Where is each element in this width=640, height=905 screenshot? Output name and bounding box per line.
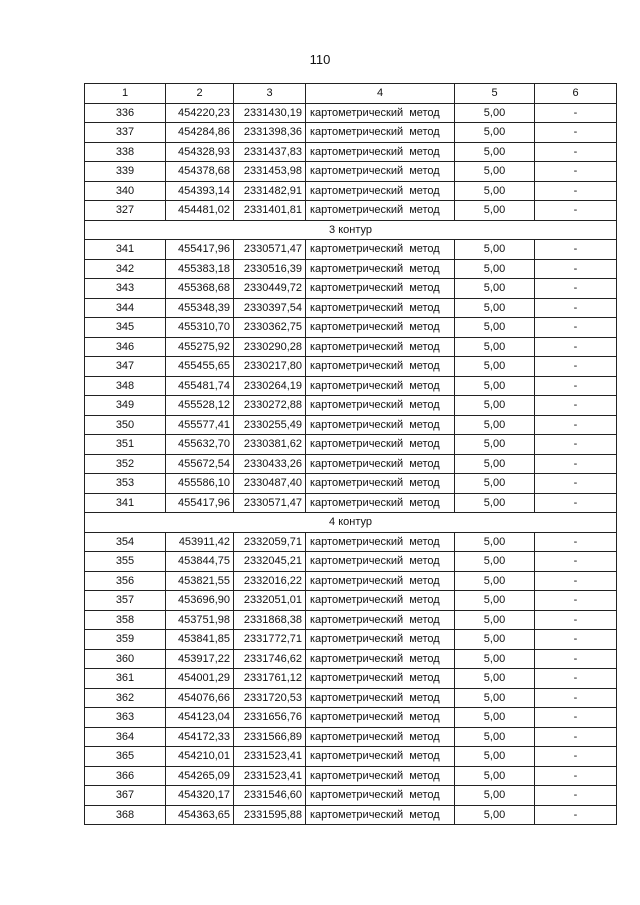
contour-title: 4 контур [85,513,617,533]
table-row [85,630,617,650]
table-cell: 5,00 [455,454,535,474]
table-cell: 2330255,49 [234,415,306,435]
table-cell: 2330362,75 [234,318,306,338]
table-cell: картометрический метод [306,474,455,494]
column-header: 6 [535,84,617,104]
table-cell: 339 [85,162,166,182]
table-cell: - [535,279,617,299]
table-cell: 455455,65 [166,357,234,377]
table-cell: 358 [85,610,166,630]
table-cell: - [535,591,617,611]
table-cell: 2330264,19 [234,376,306,396]
table-cell: 5,00 [455,162,535,182]
table-cell: 454220,23 [166,103,234,123]
table-cell: картометрический метод [306,318,455,338]
table-cell: картометрический метод [306,240,455,260]
table-cell: 454172,33 [166,727,234,747]
table-cell: 454393,14 [166,181,234,201]
table-row [85,396,617,416]
table-body [85,103,617,825]
table-cell: картометрический метод [306,766,455,786]
table-cell: - [535,474,617,494]
table-cell: картометрический метод [306,610,455,630]
table-row [85,552,617,572]
page-number: 110 [309,52,331,67]
table-cell: - [535,630,617,650]
table-cell: 5,00 [455,610,535,630]
table-cell: - [535,240,617,260]
table-cell: 455368,68 [166,279,234,299]
table-cell: картометрический метод [306,396,455,416]
table-cell: картометрический метод [306,337,455,357]
table-row [85,669,617,689]
table-row [85,337,617,357]
table-cell: 5,00 [455,727,535,747]
table-cell: 5,00 [455,747,535,767]
table-row [85,610,617,630]
table-cell: 5,00 [455,688,535,708]
table-cell: 366 [85,766,166,786]
table-cell: картометрический метод [306,747,455,767]
table-cell: картометрический метод [306,805,455,825]
table-cell: 2331430,19 [234,103,306,123]
table-cell: 367 [85,786,166,806]
table-cell: - [535,669,617,689]
table-cell: 5,00 [455,493,535,513]
table-cell: картометрический метод [306,201,455,221]
table-cell: 2331656,76 [234,708,306,728]
table-row [85,805,617,825]
table-cell: - [535,396,617,416]
table-row [85,454,617,474]
table-cell: 454328,93 [166,142,234,162]
table-cell: 454210,01 [166,747,234,767]
table-cell: 368 [85,805,166,825]
table-cell: - [535,181,617,201]
table-row [85,493,617,513]
table-cell: 453844,75 [166,552,234,572]
table-cell: картометрический метод [306,435,455,455]
table-cell: 5,00 [455,766,535,786]
section-header-row [85,220,617,240]
table-cell: 356 [85,571,166,591]
table-row [85,435,617,455]
table-cell: картометрический метод [306,649,455,669]
table-cell: - [535,415,617,435]
table-cell: 5,00 [455,123,535,143]
table-cell: 5,00 [455,805,535,825]
table-row [85,708,617,728]
table-cell: 350 [85,415,166,435]
table-cell: 453917,22 [166,649,234,669]
table-cell: 5,00 [455,708,535,728]
table-cell: 5,00 [455,318,535,338]
table-cell: 5,00 [455,376,535,396]
table-row [85,591,617,611]
table-cell: 2331398,36 [234,123,306,143]
table-cell: 2332051,01 [234,591,306,611]
table-cell: 2331868,38 [234,610,306,630]
table-cell: 2330381,62 [234,435,306,455]
table-cell: 455348,39 [166,298,234,318]
table-row [85,727,617,747]
table-row [85,532,617,552]
table-row [85,279,617,299]
table-cell: 2331595,88 [234,805,306,825]
table-cell: 455632,70 [166,435,234,455]
table-cell: 2330571,47 [234,493,306,513]
column-header: 5 [455,84,535,104]
table-row [85,649,617,669]
table-row [85,747,617,767]
table-cell: 455586,10 [166,474,234,494]
table-row [85,571,617,591]
table-cell: картометрический метод [306,123,455,143]
table-cell: - [535,493,617,513]
table-cell: - [535,318,617,338]
table-cell: 2330487,40 [234,474,306,494]
table-cell: 340 [85,181,166,201]
contour-title: 3 контур [85,220,617,240]
table-cell: 354 [85,532,166,552]
table-cell: 2331523,41 [234,747,306,767]
table-cell: 453841,85 [166,630,234,650]
table-cell: 2331720,53 [234,688,306,708]
table-cell: 2331566,89 [234,727,306,747]
table-cell: 2330571,47 [234,240,306,260]
table-cell: 351 [85,435,166,455]
table-cell: картометрический метод [306,279,455,299]
table-cell: 355 [85,552,166,572]
table-cell: 5,00 [455,201,535,221]
table-cell: 5,00 [455,786,535,806]
table-cell: 344 [85,298,166,318]
table-cell: картометрический метод [306,298,455,318]
table-cell: - [535,103,617,123]
table-cell: - [535,259,617,279]
table-cell: картометрический метод [306,669,455,689]
table-cell: 2331546,60 [234,786,306,806]
table-cell: 2330516,39 [234,259,306,279]
table-cell: 5,00 [455,357,535,377]
table-row [85,376,617,396]
table-cell: картометрический метод [306,376,455,396]
table-row [85,318,617,338]
table-cell: 5,00 [455,649,535,669]
table-cell: 346 [85,337,166,357]
table-row [85,415,617,435]
table-cell: 5,00 [455,571,535,591]
table-cell: - [535,357,617,377]
table-cell: 347 [85,357,166,377]
table-cell: 454076,66 [166,688,234,708]
table-cell: картометрический метод [306,591,455,611]
table-cell: 454265,09 [166,766,234,786]
table-cell: 5,00 [455,532,535,552]
table-cell: картометрический метод [306,552,455,572]
table-cell: - [535,552,617,572]
table-row [85,201,617,221]
table-cell: - [535,298,617,318]
table-cell: 2330433,26 [234,454,306,474]
table-cell: 455528,12 [166,396,234,416]
table-cell: 338 [85,142,166,162]
table-cell: - [535,708,617,728]
table-cell: картометрический метод [306,259,455,279]
table-cell: 5,00 [455,279,535,299]
table-cell: картометрический метод [306,103,455,123]
table-cell: 454363,65 [166,805,234,825]
table-row [85,240,617,260]
table-cell: - [535,571,617,591]
table-cell: 455577,41 [166,415,234,435]
table-cell: 353 [85,474,166,494]
table-cell: 361 [85,669,166,689]
table-cell: 336 [85,103,166,123]
coordinates-table [84,83,617,825]
table-cell: - [535,747,617,767]
table-cell: 2331453,98 [234,162,306,182]
table-cell: 5,00 [455,259,535,279]
table-cell: 2331437,83 [234,142,306,162]
table-cell: 5,00 [455,474,535,494]
table-cell: 455417,96 [166,240,234,260]
table-cell: 454284,86 [166,123,234,143]
table-cell: 2330449,72 [234,279,306,299]
table-cell: - [535,532,617,552]
table-cell: картометрический метод [306,415,455,435]
table-cell: - [535,123,617,143]
table-cell: 453821,55 [166,571,234,591]
table-cell: картометрический метод [306,493,455,513]
table-cell: - [535,805,617,825]
table-cell: 453911,42 [166,532,234,552]
table-cell: 357 [85,591,166,611]
table-cell: 454123,04 [166,708,234,728]
table-cell: картометрический метод [306,571,455,591]
table-cell: 5,00 [455,181,535,201]
table-cell: 341 [85,240,166,260]
table-cell: картометрический метод [306,357,455,377]
table-cell: 455672,54 [166,454,234,474]
table-cell: 5,00 [455,552,535,572]
table-cell: 453696,90 [166,591,234,611]
table-cell: 5,00 [455,142,535,162]
table-row [85,259,617,279]
table-cell: картометрический метод [306,630,455,650]
table-cell: 455417,96 [166,493,234,513]
table-cell: 455481,74 [166,376,234,396]
table-cell: 2331746,62 [234,649,306,669]
table-cell: картометрический метод [306,162,455,182]
table-cell: 5,00 [455,669,535,689]
section-header-row [85,513,617,533]
table-cell: 2331523,41 [234,766,306,786]
table-cell: 5,00 [455,103,535,123]
table-cell: 453751,98 [166,610,234,630]
table-cell: картометрический метод [306,708,455,728]
table-cell: 2331761,12 [234,669,306,689]
table-row [85,688,617,708]
table-row [85,162,617,182]
column-header: 2 [166,84,234,104]
table-cell: картометрический метод [306,454,455,474]
table-cell: - [535,766,617,786]
table-cell: 337 [85,123,166,143]
table-cell: 341 [85,493,166,513]
table-cell: 364 [85,727,166,747]
table-cell: - [535,201,617,221]
table-cell: 455310,70 [166,318,234,338]
table-cell: 455275,92 [166,337,234,357]
table-cell: 5,00 [455,415,535,435]
table-cell: картометрический метод [306,142,455,162]
table-cell: 363 [85,708,166,728]
table-cell: - [535,435,617,455]
table-row [85,298,617,318]
table-row [85,357,617,377]
column-header: 4 [306,84,455,104]
table-cell: 454378,68 [166,162,234,182]
table-cell: - [535,786,617,806]
table-cell: 2331772,71 [234,630,306,650]
table-cell: 5,00 [455,435,535,455]
table-cell: 2332016,22 [234,571,306,591]
table-cell: 454320,17 [166,786,234,806]
table-cell: 342 [85,259,166,279]
table-row [85,103,617,123]
table-cell: 359 [85,630,166,650]
table-cell: 2331401,81 [234,201,306,221]
table-cell: 2332059,71 [234,532,306,552]
table-cell: 2330272,88 [234,396,306,416]
table-cell: - [535,337,617,357]
table-cell: 345 [85,318,166,338]
table-cell: - [535,376,617,396]
table-cell: картометрический метод [306,181,455,201]
table-cell: картометрический метод [306,532,455,552]
table-cell: 2330290,28 [234,337,306,357]
table-cell: 454001,29 [166,669,234,689]
table-cell: 5,00 [455,337,535,357]
table-row [85,123,617,143]
column-header: 3 [234,84,306,104]
table-cell: 327 [85,201,166,221]
table-row [85,142,617,162]
table-row [85,786,617,806]
table-cell: - [535,610,617,630]
table-row [85,766,617,786]
table-cell: 5,00 [455,240,535,260]
table-cell: 348 [85,376,166,396]
table-cell: 454481,02 [166,201,234,221]
table-cell: - [535,454,617,474]
table-cell: 362 [85,688,166,708]
table-cell: 365 [85,747,166,767]
table-cell: 5,00 [455,630,535,650]
table-cell: 352 [85,454,166,474]
table-cell: - [535,162,617,182]
table-cell: - [535,727,617,747]
table-cell: - [535,688,617,708]
table-cell: - [535,142,617,162]
table-cell: 2331482,91 [234,181,306,201]
table-cell: 2330397,54 [234,298,306,318]
table-cell: картометрический метод [306,727,455,747]
table-cell: 5,00 [455,591,535,611]
table-row [85,181,617,201]
table-cell: картометрический метод [306,688,455,708]
table-cell: 5,00 [455,396,535,416]
column-header: 1 [85,84,166,104]
table-cell: 2332045,21 [234,552,306,572]
table-row [85,474,617,494]
table-header-row [85,84,617,104]
table-cell: картометрический метод [306,786,455,806]
table-cell: 2330217,80 [234,357,306,377]
table-cell: 360 [85,649,166,669]
table-cell: 5,00 [455,298,535,318]
table-cell: 455383,18 [166,259,234,279]
table-cell: 349 [85,396,166,416]
table-cell: 343 [85,279,166,299]
table-cell: - [535,649,617,669]
